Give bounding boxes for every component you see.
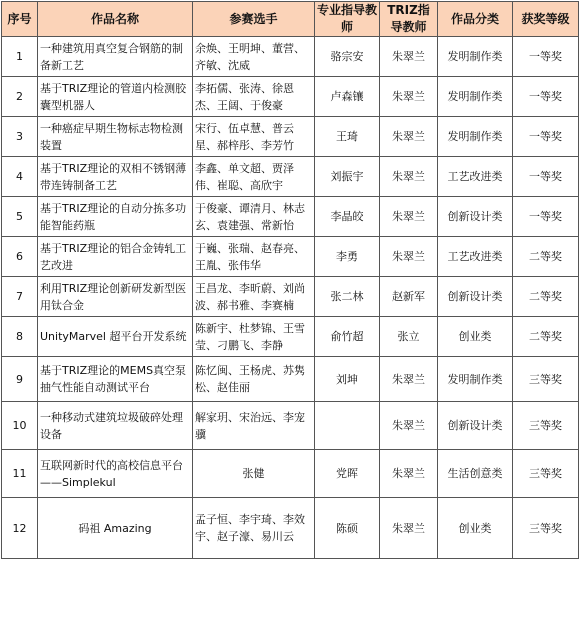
row-no: 11 (2, 450, 38, 498)
row-mentor: 李勇 (315, 237, 380, 277)
col-header-triz: TRIZ指导教师 (380, 2, 438, 37)
row-mentor: 俞竹超 (315, 317, 380, 357)
row-category: 生活创意类 (438, 450, 513, 498)
row-category: 发明制作类 (438, 117, 513, 157)
row-no: 12 (2, 498, 38, 559)
row-no: 4 (2, 157, 38, 197)
row-triz: 赵新军 (380, 277, 438, 317)
col-header-award: 获奖等级 (513, 2, 579, 37)
row-members: 于巍、张瑞、赵春亮、王胤、张伟华 (193, 237, 315, 277)
row-triz: 朱翠兰 (380, 450, 438, 498)
row-members: 王昌龙、李昕蔚、刘尚波、郝书雅、李赛楠 (193, 277, 315, 317)
row-award: 一等奖 (513, 117, 579, 157)
table-row (2, 117, 579, 157)
row-members: 孟子恒、李宇琦、李效宇、赵子濠、易川云 (193, 498, 315, 559)
row-category: 创新设计类 (438, 277, 513, 317)
row-category: 发明制作类 (438, 357, 513, 402)
row-title: 基于TRIZ理论的双相不锈钢薄带连铸制备工艺 (38, 157, 193, 197)
row-members: 陈新宇、杜梦锦、王雪莹、刁鹏飞、李静 (193, 317, 315, 357)
row-mentor: 张二林 (315, 277, 380, 317)
row-category: 工艺改进类 (438, 157, 513, 197)
row-triz: 朱翠兰 (380, 498, 438, 559)
row-award: 二等奖 (513, 277, 579, 317)
row-mentor: 党晖 (315, 450, 380, 498)
row-award: 一等奖 (513, 197, 579, 237)
row-no: 10 (2, 402, 38, 450)
row-title: 利用TRIZ理论创新研发新型医用钛合金 (38, 277, 193, 317)
table-row (2, 498, 579, 559)
row-award: 三等奖 (513, 402, 579, 450)
row-title: 基于TRIZ理论的自动分拣多功能智能药瓶 (38, 197, 193, 237)
row-no: 6 (2, 237, 38, 277)
table-row (2, 450, 579, 498)
row-mentor: 陈硕 (315, 498, 380, 559)
row-category: 发明制作类 (438, 37, 513, 77)
row-mentor: 刘坤 (315, 357, 380, 402)
table-row (2, 402, 579, 450)
row-award: 二等奖 (513, 237, 579, 277)
row-no: 8 (2, 317, 38, 357)
col-header-members: 参赛选手 (193, 2, 315, 37)
table-row (2, 197, 579, 237)
row-category: 工艺改进类 (438, 237, 513, 277)
row-title: UnityMarvel 超平台开发系统 (38, 317, 193, 357)
row-title: 一种建筑用真空复合钢筋的制备新工艺 (38, 37, 193, 77)
row-mentor (315, 402, 380, 450)
row-triz: 张立 (380, 317, 438, 357)
col-header-title: 作品名称 (38, 2, 193, 37)
row-mentor: 李晶皎 (315, 197, 380, 237)
row-members: 李拓儒、张涛、徐恩杰、王阔、于俊豪 (193, 77, 315, 117)
row-members: 余焕、王明坤、董营、齐敏、沈威 (193, 37, 315, 77)
row-members: 于俊豪、谭清月、林志玄、袁建强、常新怡 (193, 197, 315, 237)
row-award: 三等奖 (513, 498, 579, 559)
row-award: 一等奖 (513, 157, 579, 197)
header-row (2, 2, 579, 37)
row-no: 5 (2, 197, 38, 237)
row-title: 基于TRIZ理论的管道内检测胶囊型机器人 (38, 77, 193, 117)
row-no: 1 (2, 37, 38, 77)
row-category: 创新设计类 (438, 197, 513, 237)
row-triz: 朱翠兰 (380, 157, 438, 197)
row-award: 三等奖 (513, 357, 579, 402)
table-row (2, 357, 579, 402)
row-award: 一等奖 (513, 37, 579, 77)
row-mentor: 骆宗安 (315, 37, 380, 77)
row-members: 李鑫、单文超、贾泽伟、崔聪、高欣宇 (193, 157, 315, 197)
row-members: 张健 (193, 450, 315, 498)
row-no: 9 (2, 357, 38, 402)
row-members: 宋行、伍卓慧、普云星、郝梓彤、李芳竹 (193, 117, 315, 157)
row-mentor: 卢森镶 (315, 77, 380, 117)
row-title: 基于TRIZ理论的MEMS真空泵抽气性能自动测试平台 (38, 357, 193, 402)
row-category: 创新设计类 (438, 402, 513, 450)
col-header-category: 作品分类 (438, 2, 513, 37)
row-title: 一种移动式建筑垃圾破碎处理设备 (38, 402, 193, 450)
row-mentor: 王琦 (315, 117, 380, 157)
row-award: 二等奖 (513, 317, 579, 357)
table-row (2, 157, 579, 197)
row-award: 一等奖 (513, 77, 579, 117)
row-triz: 朱翠兰 (380, 402, 438, 450)
table-row (2, 317, 579, 357)
row-no: 2 (2, 77, 38, 117)
row-title: 码祖 Amazing (38, 498, 193, 559)
row-mentor: 刘振宇 (315, 157, 380, 197)
row-category: 发明制作类 (438, 77, 513, 117)
table-row (2, 277, 579, 317)
row-title: 互联网新时代的高校信息平台——Simplekul (38, 450, 193, 498)
row-triz: 朱翠兰 (380, 117, 438, 157)
col-header-no: 序号 (2, 2, 38, 37)
table-row (2, 77, 579, 117)
row-members: 解家玥、宋治远、李宠骥 (193, 402, 315, 450)
row-category: 创业类 (438, 317, 513, 357)
col-header-mentor: 专业指导教师 (315, 2, 380, 37)
row-triz: 朱翠兰 (380, 357, 438, 402)
row-members: 陈忆闽、王杨虎、苏隽松、赵佳丽 (193, 357, 315, 402)
row-triz: 朱翠兰 (380, 237, 438, 277)
row-no: 3 (2, 117, 38, 157)
row-title: 一种癌症早期生物标志物检测装置 (38, 117, 193, 157)
row-award: 三等奖 (513, 450, 579, 498)
row-triz: 朱翠兰 (380, 197, 438, 237)
row-triz: 朱翠兰 (380, 77, 438, 117)
row-no: 7 (2, 277, 38, 317)
table-row (2, 237, 579, 277)
table-row (2, 37, 579, 77)
awards-table (1, 1, 579, 559)
row-category: 创业类 (438, 498, 513, 559)
row-triz: 朱翠兰 (380, 37, 438, 77)
row-title: 基于TRIZ理论的铝合金铸轧工艺改进 (38, 237, 193, 277)
